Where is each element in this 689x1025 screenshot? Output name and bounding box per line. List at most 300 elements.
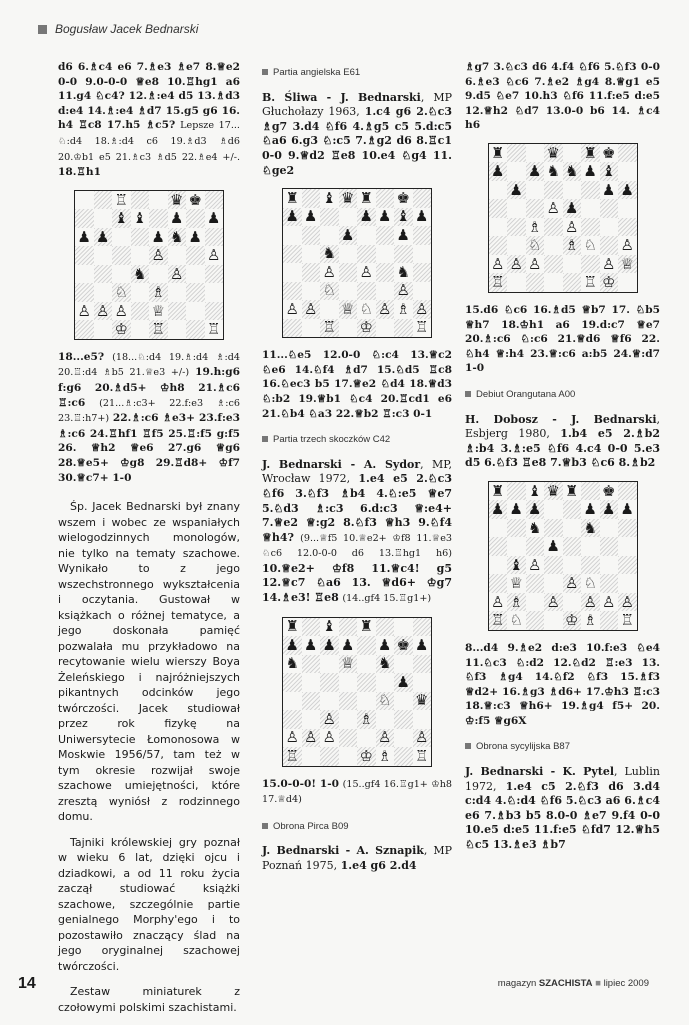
board-square	[283, 692, 302, 711]
chess-diagram-2	[282, 188, 432, 338]
board-square	[339, 263, 358, 282]
game1-comment-d: (21...♗:c3+ 22.f:e3 ♗:c6 23.♖:h7+)	[58, 397, 240, 425]
chess-piece: ♟	[544, 537, 563, 556]
chess-piece: ♙	[600, 593, 619, 612]
board-square	[149, 191, 168, 210]
chess-piece: ♞	[283, 655, 302, 674]
chess-piece: ♟	[302, 636, 321, 655]
section-label: Partia angielska E61	[262, 66, 452, 81]
board-square	[186, 265, 205, 284]
chess-piece: ♟	[186, 228, 205, 247]
chess-piece: ♙	[600, 255, 619, 274]
board-square	[489, 537, 508, 556]
board-square	[168, 283, 187, 302]
chess-piece: ♟	[413, 208, 432, 227]
board-square	[205, 302, 224, 321]
board-square	[544, 519, 563, 538]
board-square	[302, 319, 321, 338]
chess-piece: ♟	[168, 209, 187, 228]
chess-piece: ♟	[600, 181, 619, 200]
chess-piece: ♟	[507, 181, 526, 200]
chess-piece: ♙	[376, 300, 395, 319]
board-square	[507, 162, 526, 181]
game1-moves-a: d6 6.♗c4 e6 7.♗e3 ♗e7 8.♕e2 0-0 9.0-0-0 ♕e8 10.♖hg1 a6 11.g4 ♘c4? 12.♗:e4 d5 13.♗d3 d:e4 14.♗:e4 ♗d7 15.g5 g6 16. h4 ♖c8 17.h5 ♗c5?	[58, 61, 240, 132]
board-square	[489, 556, 508, 575]
board-square	[394, 245, 413, 264]
board-square	[302, 263, 321, 282]
game2-moves-b: 11...♘e5 12.0-0 ♘:c4 13.♕c2 ♘e6 14.♘f4 ♗d7 15.♘d5 ♖c8 16.♘ec3 b5 17.♕e2 ♘d4 18.♕d3 ♘:b2 19.♕b1 ♘c4 20.♖cd1 e6 21.♘b4 ♘a3 22.♕b2 ♖:c3 0-1	[262, 349, 452, 420]
board-square	[339, 673, 358, 692]
board-square	[205, 265, 224, 284]
board-square	[563, 519, 582, 538]
board-square	[339, 282, 358, 301]
board-square	[168, 302, 187, 321]
board-square	[339, 245, 358, 264]
chess-piece: ♛	[544, 144, 563, 163]
board-square	[507, 537, 526, 556]
chess-piece: ♜	[581, 144, 600, 163]
chess-diagram-5	[488, 481, 638, 631]
board-square	[205, 191, 224, 210]
chess-piece: ♘	[112, 283, 131, 302]
chess-diagram-3	[282, 617, 432, 767]
chess-piece: ♞	[544, 162, 563, 181]
chess-piece: ♜	[489, 482, 508, 501]
chess-piece: ♟	[581, 500, 600, 519]
board-square	[94, 209, 113, 228]
chess-piece: ♙	[112, 302, 131, 321]
board-square	[581, 482, 600, 501]
chess-piece: ♞	[563, 162, 582, 181]
chess-piece: ♝	[526, 482, 545, 501]
chess-piece: ♘	[581, 574, 600, 593]
board-square	[94, 265, 113, 284]
board-square	[618, 556, 637, 575]
board-square	[357, 245, 376, 264]
board-square	[600, 611, 619, 630]
board-square	[581, 218, 600, 237]
chess-piece: ♗	[376, 747, 395, 766]
board-square	[94, 246, 113, 265]
board-square	[618, 537, 637, 556]
board-square	[357, 282, 376, 301]
chess-piece: ♚	[600, 482, 619, 501]
chess-piece: ♜	[489, 144, 508, 163]
chess-piece: ♖	[149, 320, 168, 339]
chess-piece: ♗	[507, 593, 526, 612]
board-square	[600, 556, 619, 575]
chess-piece: ♞	[394, 263, 413, 282]
board-square	[302, 692, 321, 711]
board-square	[339, 729, 358, 748]
chess-piece: ♙	[320, 729, 339, 748]
board-square	[131, 302, 150, 321]
chess-piece: ♙	[563, 218, 582, 237]
chess-piece: ♛	[544, 482, 563, 501]
chess-piece: ♟	[339, 636, 358, 655]
board-square	[526, 199, 545, 218]
board-square	[339, 692, 358, 711]
chess-piece: ♙	[618, 236, 637, 255]
chess-piece: ♖	[618, 611, 637, 630]
game1-text-a	[58, 60, 240, 180]
board-square	[75, 246, 94, 265]
board-square	[339, 747, 358, 766]
board-square	[376, 673, 395, 692]
board-square	[320, 655, 339, 674]
chess-piece: ♟	[618, 500, 637, 519]
chess-piece: ♟	[394, 673, 413, 692]
board-square	[394, 618, 413, 637]
board-square	[581, 199, 600, 218]
chess-piece: ♙	[413, 729, 432, 748]
board-square	[544, 611, 563, 630]
board-square	[618, 574, 637, 593]
chess-piece: ♙	[581, 593, 600, 612]
board-square	[186, 209, 205, 228]
chess-piece: ♟	[205, 209, 224, 228]
board-square	[526, 181, 545, 200]
chess-piece: ♟	[94, 228, 113, 247]
board-square	[186, 246, 205, 265]
chess-piece: ♞	[320, 245, 339, 264]
bio-paragraph-3: Zestaw miniaturek z czołowymi polskimi szachistami.	[58, 985, 240, 1014]
chess-piece: ♟	[376, 208, 395, 227]
game5-moves-b: 8...d4 9.♗e2 d:e3 10.f:e3 ♘e4 11.♘c3 ♘:d2 12.♘d2 ♖:e3 13. ♘f3 ♗g4 14.♘f2 ♘f3 15.♗f3 ♕d2+ 16.♗g3 ♗d6+ 17.♔h3 ♖:c3 18.♕:c3 ♕h6+ 19.♗g4 f5+ 20. ♔:f5 ♕g6X	[465, 641, 660, 727]
chess-piece: ♚	[186, 191, 205, 210]
board-square	[376, 282, 395, 301]
chess-piece: ♙	[357, 263, 376, 282]
board-square	[507, 273, 526, 292]
running-header	[38, 22, 198, 36]
game1-moves-c: 18...e5?	[58, 350, 105, 363]
chess-piece: ♟	[283, 208, 302, 227]
board-square	[507, 519, 526, 538]
board-square	[394, 747, 413, 766]
board-square	[507, 218, 526, 237]
game1-text-b	[58, 350, 240, 485]
board-square	[131, 283, 150, 302]
board-square	[544, 218, 563, 237]
chess-piece: ♝	[600, 162, 619, 181]
board-square	[581, 181, 600, 200]
game4-moves-c: 15.d6 ♘c6 16.♗d5 ♕b7 17. ♘b5 ♕h7 18.♔h1 a6 19.d:c7 ♕e7 20.♗:c6 ♘:c6 21.♕d6 ♕f6 22. ♘h4 ♕:h4 23.♕:c6 a:b5 24.♕:d7 1-0	[465, 303, 660, 375]
chess-piece: ♙	[394, 282, 413, 301]
chess-piece: ♘	[507, 611, 526, 630]
board-square	[186, 320, 205, 339]
board-square	[283, 226, 302, 245]
chess-piece: ♙	[618, 593, 637, 612]
board-square	[205, 228, 224, 247]
board-square	[302, 226, 321, 245]
board-square	[394, 319, 413, 338]
chess-piece: ♖	[112, 191, 131, 210]
board-square	[563, 181, 582, 200]
chess-piece: ♗	[526, 218, 545, 237]
board-square	[376, 618, 395, 637]
board-square	[131, 228, 150, 247]
chess-piece: ♙	[376, 729, 395, 748]
board-square	[489, 236, 508, 255]
chess-piece: ♙	[149, 246, 168, 265]
board-square	[413, 673, 432, 692]
board-square	[302, 655, 321, 674]
board-square	[283, 710, 302, 729]
chess-piece: ♝	[320, 189, 339, 208]
board-square	[131, 191, 150, 210]
board-square	[489, 218, 508, 237]
chess-piece: ♘	[320, 282, 339, 301]
board-square	[489, 199, 508, 218]
board-square	[413, 245, 432, 264]
board-square	[618, 273, 637, 292]
board-square	[544, 236, 563, 255]
board-square	[507, 482, 526, 501]
chess-piece: ♖	[581, 273, 600, 292]
board-square	[339, 208, 358, 227]
board-square	[394, 729, 413, 748]
board-square	[302, 673, 321, 692]
board-square	[320, 226, 339, 245]
chess-piece: ♙	[413, 300, 432, 319]
board-square	[302, 282, 321, 301]
chess-piece: ♟	[507, 500, 526, 519]
column-2	[262, 60, 452, 876]
chess-piece: ♙	[205, 246, 224, 265]
game1-moves-d: 19.h:g6 f:g6 20.♗d5+ ♔h8 21.♗c6 ♖:c6	[58, 366, 240, 409]
chess-piece: ♙	[489, 593, 508, 612]
board-square	[581, 255, 600, 274]
board-square	[581, 537, 600, 556]
board-square	[544, 574, 563, 593]
chess-piece: ♟	[413, 636, 432, 655]
board-square	[112, 246, 131, 265]
board-square	[563, 273, 582, 292]
board-square	[131, 246, 150, 265]
page-number: 14	[18, 975, 36, 992]
board-square	[75, 265, 94, 284]
board-square	[357, 673, 376, 692]
section-label: Obrona Pirca B09	[262, 820, 452, 835]
chess-piece: ♕	[507, 574, 526, 593]
board-square	[112, 228, 131, 247]
board-square	[302, 710, 321, 729]
board-square	[600, 574, 619, 593]
chess-piece: ♝	[320, 618, 339, 637]
board-square	[339, 319, 358, 338]
board-square	[376, 263, 395, 282]
chess-piece: ♔	[563, 611, 582, 630]
chess-piece: ♙	[283, 300, 302, 319]
game-header: H. Dobosz - J. Bednarski, Esbjerg 1980, 1.b4 e5 2.♗b2 ♗:b4 3.♗:e5 ♘f6 4.c4 0-0 5.e3 d5 6.♘f3 ♖e8 7.♕b3 ♘c6 8.♗b2	[465, 412, 660, 470]
board-square	[544, 273, 563, 292]
footer-magazine: magazyn SZACHISTA ■ lipiec 2009	[497, 978, 649, 989]
game-header: B. Śliwa - J. Bednarski, MP Głuchołazy 1963, 1.c4 g6 2.♘c3 ♗g7 3.d4 ♘f6 4.♗g5 c5 5.d:c5 ♘a6 6.g3 ♘:c5 7.♗g2 d6 8.♖c1 0-0 9.♕d2 ♖e8 10.e4 ♘g4 11. ♘ge2	[262, 90, 452, 177]
board-square	[394, 655, 413, 674]
board-square	[149, 209, 168, 228]
chess-piece: ♘	[376, 692, 395, 711]
board-square	[563, 144, 582, 163]
chess-piece: ♙	[94, 302, 113, 321]
board-square	[283, 245, 302, 264]
board-square	[186, 302, 205, 321]
board-square	[75, 283, 94, 302]
board-square	[320, 208, 339, 227]
chess-piece: ♟	[302, 208, 321, 227]
game-header: J. Bednarski - A. Sznapik, MP Poznań 1975, 1.e4 g6 2.d4	[262, 844, 452, 873]
chess-piece: ♝	[112, 209, 131, 228]
chess-piece: ♔	[112, 320, 131, 339]
chess-piece: ♖	[205, 320, 224, 339]
board-square	[376, 319, 395, 338]
section-label: Debiut Orangutana A00	[465, 388, 660, 403]
chess-piece: ♙	[544, 593, 563, 612]
chess-piece: ♔	[357, 319, 376, 338]
chess-piece: ♛	[413, 692, 432, 711]
board-square	[339, 618, 358, 637]
chess-piece: ♘	[581, 236, 600, 255]
board-square	[544, 556, 563, 575]
board-square	[489, 519, 508, 538]
board-square	[376, 245, 395, 264]
chess-piece: ♗	[394, 300, 413, 319]
board-square	[205, 283, 224, 302]
chess-piece: ♚	[600, 144, 619, 163]
board-square	[320, 747, 339, 766]
board-square	[526, 611, 545, 630]
chess-piece: ♙	[526, 255, 545, 274]
chess-piece: ♚	[394, 636, 413, 655]
chess-piece: ♗	[149, 283, 168, 302]
board-square	[413, 655, 432, 674]
board-square	[168, 320, 187, 339]
chess-piece: ♙	[320, 263, 339, 282]
board-square	[618, 144, 637, 163]
board-square	[507, 199, 526, 218]
board-square	[618, 199, 637, 218]
bio-paragraph-2: Tajniki królewskiej gry poznał w wieku 6 lat, dzięki ojcu i dziadkowi, a od 11 roku życia zaczął studiować książki szachowe, szczególnie partie genialnego Morphy'ego i to pozostawiło znaczący ślad na jego oryginalnej szachowej twórczości.	[58, 835, 240, 973]
board-square	[544, 500, 563, 519]
chess-piece: ♝	[131, 209, 150, 228]
section-label: Obrona sycylijska B87	[465, 740, 660, 755]
board-square	[618, 162, 637, 181]
board-square	[75, 320, 94, 339]
board-square	[526, 273, 545, 292]
chess-piece: ♗	[581, 611, 600, 630]
game4-moves-b: ♗g7 3.♘c3 d6 4.f4 ♘f6 5.♘f3 0-0 6.♗e3 ♘c6 7.♗e2 ♗g4 8.♕g1 e5 9.d5 ♘e7 10.h3 ♘f6 11.f:e5 d:e5 12.♕h2 ♘d7 13.0-0 b6 14. ♗c4 h6	[465, 61, 660, 132]
board-square	[618, 482, 637, 501]
board-square	[489, 181, 508, 200]
board-square	[283, 673, 302, 692]
board-square	[413, 263, 432, 282]
chess-piece: ♟	[283, 636, 302, 655]
chess-piece: ♙	[563, 574, 582, 593]
board-square	[283, 319, 302, 338]
board-square	[413, 618, 432, 637]
chess-diagram-4	[488, 143, 638, 293]
chess-piece: ♙	[544, 199, 563, 218]
board-square	[112, 265, 131, 284]
game1-moves-b: 18.♖h1	[58, 166, 102, 179]
board-square	[320, 300, 339, 319]
board-square	[357, 692, 376, 711]
chess-piece: ♞	[526, 519, 545, 538]
board-square	[302, 618, 321, 637]
board-square	[320, 673, 339, 692]
chess-piece: ♗	[563, 236, 582, 255]
chess-piece: ♙	[75, 302, 94, 321]
section-label: Partia trzech skoczków C42	[262, 433, 452, 448]
board-square	[618, 519, 637, 538]
chess-piece: ♙	[507, 255, 526, 274]
chess-piece: ♟	[600, 500, 619, 519]
chess-piece: ♕	[339, 300, 358, 319]
board-square	[489, 574, 508, 593]
board-square	[283, 263, 302, 282]
column-1	[58, 60, 240, 1025]
chess-piece: ♟	[581, 162, 600, 181]
board-square	[563, 556, 582, 575]
chess-piece: ♙	[526, 556, 545, 575]
board-square	[526, 537, 545, 556]
chess-piece: ♟	[489, 162, 508, 181]
bio-paragraph-1: Śp. Jacek Bednarski był znany wszem i wobec ze wspaniałych wielogodzinnych monologów, nie tylko na tematy szachowe. Wynikało to z jego wszechstronnego wykształcenia i oczytania. Gustował w książkach o różnej tematyce, a jego doskonała pamięć pozwalała mu przykładowo na recytowanie wielu wierszy Boya Żeleńskiego i najróżniejszych pikantnych odcinków jego twórczości. Jacek studiował przez rok fizykę na Uniwersytecie Łomonosowa w Moskwie 1956/57, tam też w tym okresie rozwijał swoje szachowe umiejętności, które zresztą wyniósł z rodzinnego domu.	[58, 500, 240, 824]
board-square	[526, 144, 545, 163]
chess-piece: ♙	[302, 300, 321, 319]
chess-piece: ♙	[168, 265, 187, 284]
board-square	[376, 710, 395, 729]
chess-piece: ♜	[283, 618, 302, 637]
board-square	[507, 236, 526, 255]
game1-comment-a: Lepsze 17... ♘:d4 18.♗:d4 c6 19.♗d3 ♗d6 20.♔b1 e5 21.♗c3 ♗d5 22.♗e4 +/-.	[58, 120, 240, 163]
board-square	[168, 246, 187, 265]
game1-comment-c: (18...♘:d4 19.♗:d4 ♗:d4 20.♖:d4 ♗b5 21.♕e3 +/-)	[58, 351, 240, 379]
board-square	[526, 574, 545, 593]
board-square	[544, 181, 563, 200]
header-square-icon	[38, 25, 47, 34]
chess-piece: ♘	[357, 300, 376, 319]
board-square	[563, 255, 582, 274]
chess-piece: ♖	[413, 319, 432, 338]
board-square	[94, 191, 113, 210]
chess-piece: ♘	[526, 236, 545, 255]
game-header: J. Bednarski - K. Pytel, Lublin 1972, 1.e4 c5 2.♘f3 d6 3.d4 c:d4 4.♘:d4 ♘f6 5.♘c3 a6 6.♗c4 e6 7.♗b3 b5 8.0-0 ♗e7 9.f4 0-0 10.e5 d:e5 11.f:e5 ♘fd7 12.♕h5 ♘c5 13.♗e3 ♗b7	[465, 765, 660, 852]
chess-piece: ♟	[618, 181, 637, 200]
chess-piece: ♔	[357, 747, 376, 766]
chess-piece: ♜	[357, 618, 376, 637]
board-square	[94, 283, 113, 302]
board-square	[357, 655, 376, 674]
chess-piece: ♟	[376, 636, 395, 655]
board-square	[94, 320, 113, 339]
board-square	[394, 710, 413, 729]
chess-piece: ♖	[489, 273, 508, 292]
chess-piece: ♜	[563, 482, 582, 501]
chess-piece: ♟	[357, 208, 376, 227]
chess-piece: ♕	[618, 255, 637, 274]
board-square	[302, 189, 321, 208]
board-square	[618, 218, 637, 237]
board-square	[394, 692, 413, 711]
chess-piece: ♕	[339, 655, 358, 674]
chess-piece: ♚	[394, 189, 413, 208]
board-square	[302, 245, 321, 264]
game1-moves-e: 22.♗:c6 ♗e3+ 23.f:e3 ♗:c6 24.♖hf1 ♖f5 25.♖:f5 g:f5 26. ♕h2 ♕e6 27.g6 ♕g6 28.♕e5+ ♔g8 29.♖d8+ ♔f7 30.♕c7+ 1-0	[58, 412, 240, 484]
chess-piece: ♛	[339, 189, 358, 208]
board-square	[357, 729, 376, 748]
board-square	[149, 265, 168, 284]
chess-piece: ♖	[413, 747, 432, 766]
